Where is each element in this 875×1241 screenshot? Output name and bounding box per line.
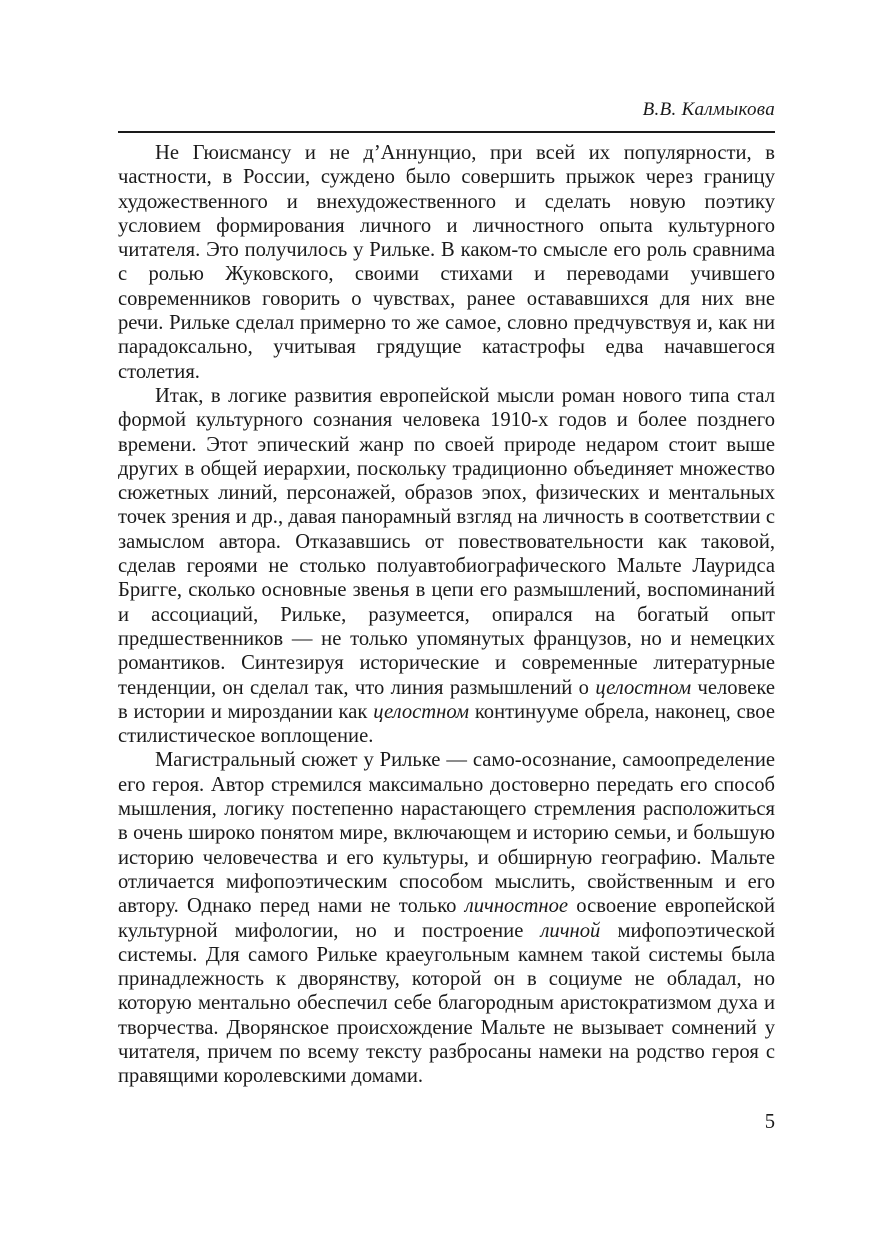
italic-emphasis: личностное	[464, 895, 569, 918]
paragraph	[118, 748, 775, 1088]
text-run: Магистральный сюжет у Рильке — само-осознание, самоопределение его героя. Автор стремился максимально достоверно передать его способ мышления, логику постепенно нарастающего стремления расположиться в очень широко понятом мире, включающем и историю семьи, и большую историю человечества и его культуры, и обширную географию. Мальте отличается мифопоэтическим способом мыслить, свойственным и его автору. Однако перед нами не только	[118, 749, 775, 918]
header-rule	[118, 131, 775, 133]
body-text	[118, 141, 775, 1089]
paragraph	[118, 141, 775, 384]
italic-emphasis: целостном	[595, 676, 692, 699]
italic-emphasis: целостном	[373, 700, 470, 723]
running-head-author: В.В. Калмыкова	[642, 99, 775, 120]
text-run: Итак, в логике развития европейской мысли роман нового типа стал формой культурного сознания человека 1910-х годов и более позднего времени. Этот эпический жанр по своей природе нeдаром стоит выше других в общей иерархии, поскольку традиционно объединяет множество сюжетных линий, персонажей, образов эпох, физических и ментальных точек зрения и др., давая панорамный взгляд на личность в соответствии с замыслом автора. Отказавшись от повествовательности как таковой, сделав героями не столько полуавтобиографического Мальте Лауридса Бригге, сколько основные звенья в цепи его размышлений, воспоминаний и ассоциаций, Рильке, разумеется, опирался на богатый опыт предшественников — не только упомянутых французов, но и немецких романтиков. Синтезируя исторические и современные литературные тенденции, он сделал так, что линия размышлений о	[118, 384, 775, 699]
text-run: Не Гюисмансу и не д’Аннунцио, при всей их популярности, в частности, в России, суждено было совершить прыжок через границу художественного и внехудожественного и сделать новую поэтику условием формирования личного и личностного опыта культурного читателя. Это получилось у Рильке. В каком-то смысле его роль сравнима с ролью Жуковского, своими стихами и переводами учившего современников говорить о чувствах, ранее остававшихся для них вне речи. Рильке сделал примерно то же самое, словно предчувствуя и, как ни парадоксально, учитывая грядущие катастрофы едва начавшегося столетия.	[118, 142, 775, 383]
text-run: человеке в истории и мироздании как	[118, 676, 775, 723]
italic-emphasis: личной	[540, 919, 601, 942]
text-run: освоение европейской культурной мифологии, но и построение	[118, 895, 776, 942]
text-run: мифопоэтической системы. Для самого Рильке краеугольным камнем такой системы была принадлежность к дворянству, которой он в социуме не обладал, но которую ментально обеспечил себе благородным аристократизмом духа и творчества. Дворянское происхождение Мальте не вызывает сомнений у читателя, причем по всему тексту разбросаны намеки на родство героя с правящими королевскими домами.	[118, 919, 775, 1088]
page-number: 5	[764, 1111, 775, 1133]
paragraph	[118, 384, 775, 748]
text-run: континууме обрела, наконец, свое стилистическое воплощение.	[118, 700, 775, 748]
